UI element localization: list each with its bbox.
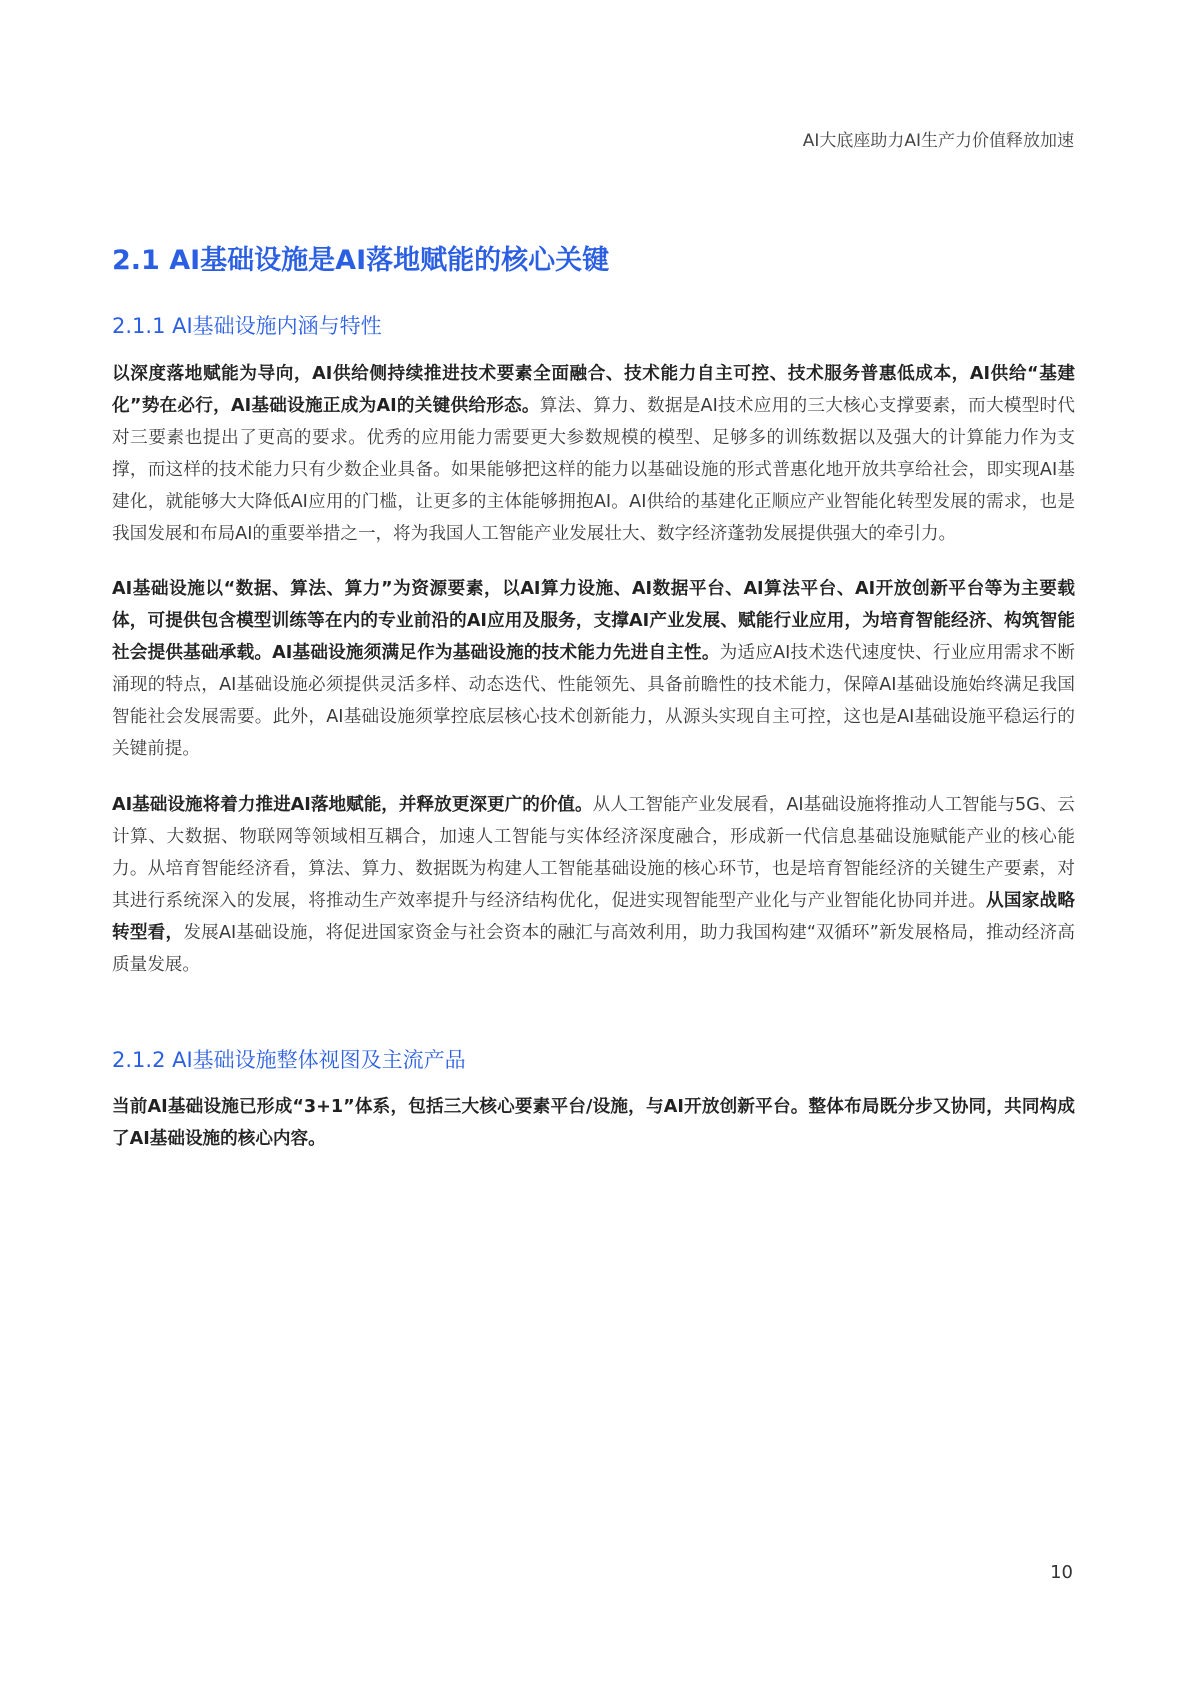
- paragraph-2: [112, 573, 1075, 765]
- section-title: 2.1 AI基础设施是AI落地赋能的核心关键: [112, 245, 610, 276]
- paragraph-4-lead: 当前AI基础设施已形成“3+1”体系，包括三大核心要素平台/设施，与AI开放创新平台。整体布局既分步又协同，共同构成了AI基础设施的核心内容。: [112, 1097, 1075, 1149]
- running-header: AI大底座助力AI生产力价值释放加速: [802, 131, 1074, 151]
- paragraph-3-body: 从人工智能产业发展看，AI基础设施将推动人工智能与5G、云计算、大数据、物联网等领域相互耦合，加速人工智能与实体经济深度融合，形成新一代信息基础设施赋能产业的核心能力。从培育智能经济看，算法、算力、数据既为构建人工智能基础设施的核心环节，也是培育智能经济的关键生产要素，对其进行系统深入的发展，将推动生产效率提升与经济结构优化，促进实现智能型产业化与产业智能化协同并进。: [112, 795, 1075, 911]
- paragraph-1-lead: 以深度落地赋能为导向，AI供给侧持续推进技术要素全面融合、技术能力自主可控、技术服务普惠低成本，AI供给“基建化”势在必行，AI基础设施正成为AI的关键供给形态。: [112, 364, 1075, 416]
- paragraph-3-body-2: 发展AI基础设施，将促进国家资金与社会资本的融汇与高效利用，助力我国构建“双循环”新发展格局，推动经济高质量发展。: [112, 923, 1075, 975]
- paragraph-3-lead: AI基础设施将着力推进AI落地赋能，并释放更深更广的价值。: [112, 795, 593, 815]
- paragraph-2-lead: AI基础设施以“数据、算法、算力”为资源要素，以AI算力设施、AI数据平台、AI算法平台、AI开放创新平台等为主要载体，可提供包含模型训练等在内的专业前沿的AI应用及服务，支撑AI产业发展、赋能行业应用，为培育智能经济、构筑智能社会提供基础承载。AI基础设施须满足作为基础设施的技术能力先进自主性。: [112, 579, 1075, 663]
- paragraph-1-body: 算法、算力、数据是AI技术应用的三大核心支撑要素，而大模型时代对三要素也提出了更高的要求。优秀的应用能力需要更大参数规模的模型、足够多的训练数据以及强大的计算能力作为支撑，而这样的技术能力只有少数企业具备。如果能够把这样的能力以基础设施的形式普惠化地开放共享给社会，即实现AI基建化，就能够大大降低AI应用的门槛，让更多的主体能够拥抱AI。AI供给的基建化正顺应产业智能化转型发展的需求，也是我国发展和布局AI的重要举措之一，将为我国人工智能产业发展壮大、数字经济蓬勃发展提供强大的牵引力。: [112, 396, 1076, 544]
- paragraph-4: [112, 1091, 1075, 1155]
- subsection-title-2-1-2: 2.1.2 AI基础设施整体视图及主流产品: [112, 1048, 466, 1072]
- paragraph-1: [112, 358, 1075, 550]
- page-number: 10: [1050, 1562, 1073, 1583]
- paragraph-3-lead-2: 从国家战略转型看，: [112, 891, 1075, 943]
- paragraph-3: [112, 789, 1075, 981]
- paragraph-2-body: 为适应AI技术迭代速度快、行业应用需求不断涌现的特点，AI基础设施必须提供灵活多样、动态迭代、性能领先、具备前瞻性的技术能力，保障AI基础设施始终满足我国智能社会发展需要。此外，AI基础设施须掌控底层核心技术创新能力，从源头实现自主可控，这也是AI基础设施平稳运行的关键前提。: [112, 643, 1075, 759]
- subsection-title-2-1-1: 2.1.1 AI基础设施内涵与特性: [112, 314, 382, 338]
